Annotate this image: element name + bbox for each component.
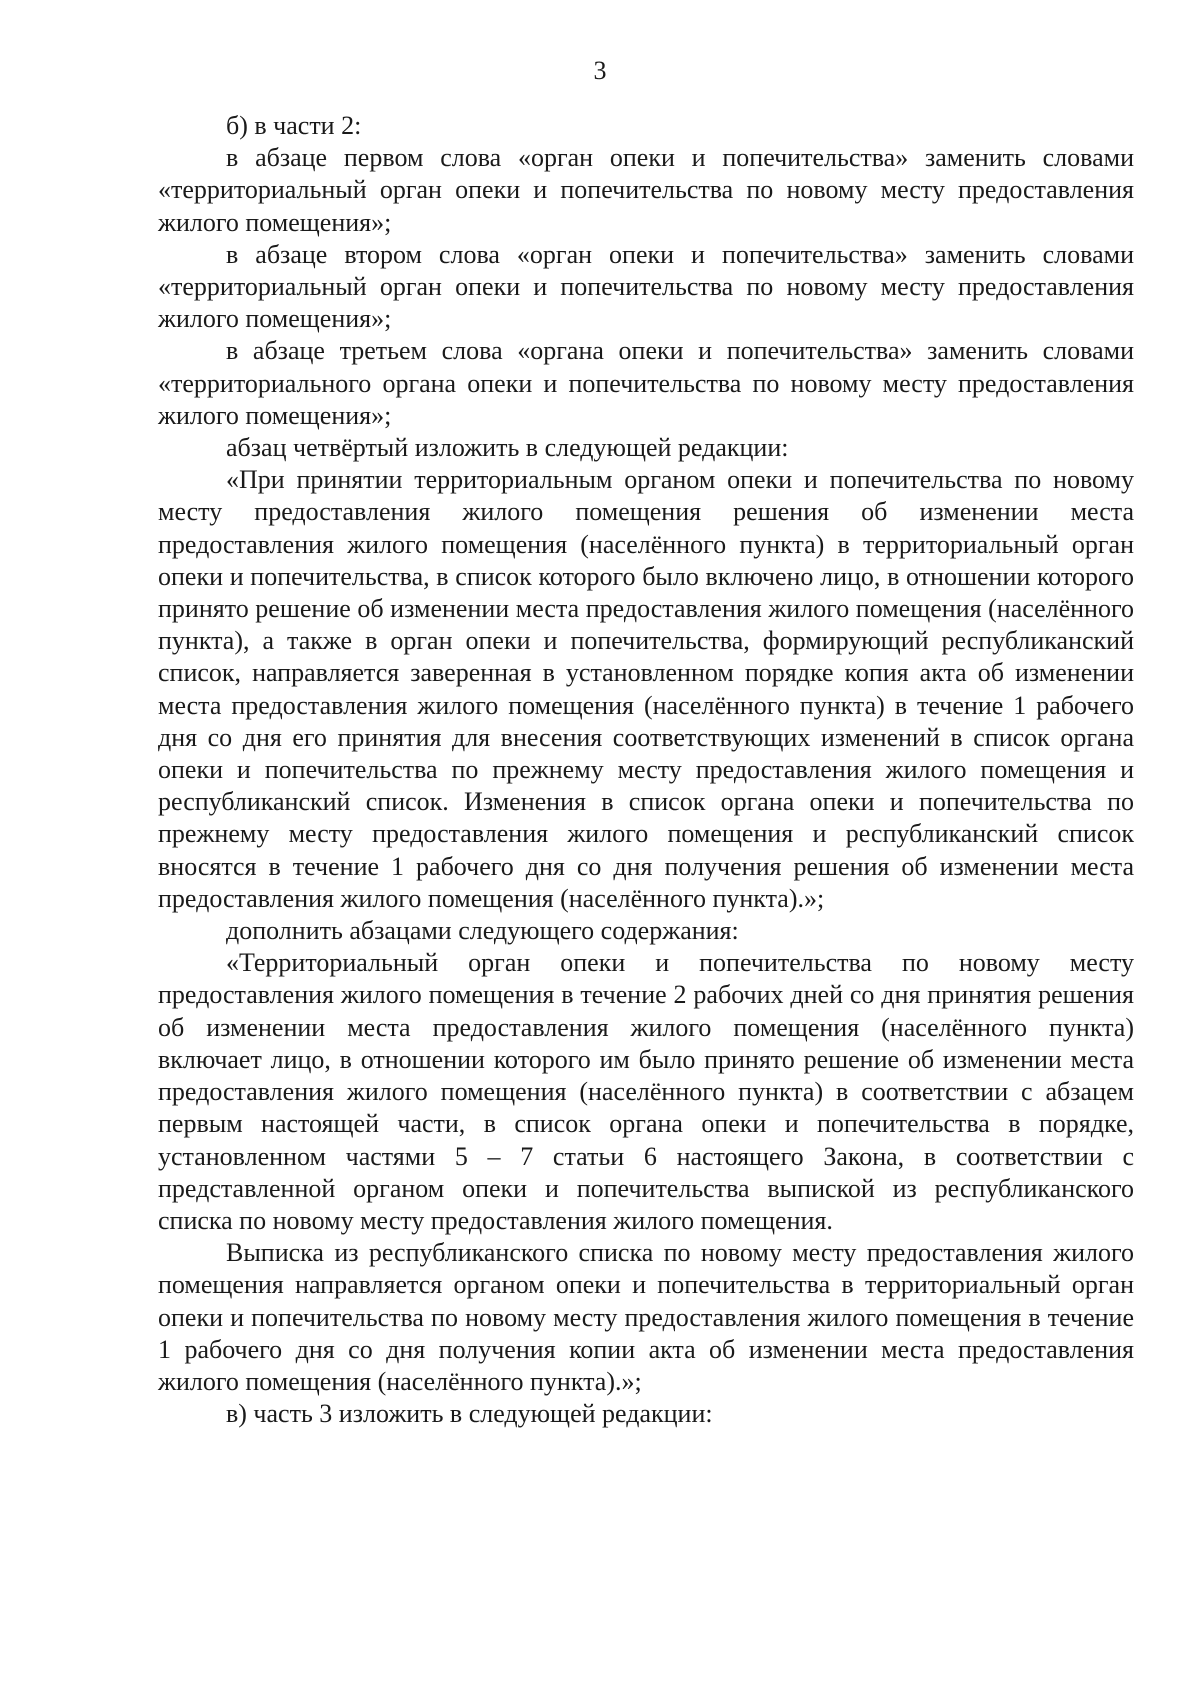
- amendment-paragraph-fourth-text: «При принятии территориальным органом опеки и попечительства по новому месту предоставления жилого помещения решения об изменении места предоставления жилого помещения (населённого пункта) в территориальный орган опеки и попечительства, в список которого было включено лицо, в отношении которого принято решение об изменении места предоставления жилого помещения (населённого пункта), а также в орган опеки и попечительства, формирующий республиканский список, направляется заверенная в установленном порядке копия акта об изменении места предоставления жилого помещения (населённого пункта) в течение 1 рабочего дня со дня его принятия для внесения соответствующих изменений в список органа опеки и попечительства по прежнему месту предоставления жилого помещения и республиканский список. Изменения в список органа опеки и попечительства по прежнему месту предоставления жилого помещения и республиканский список вносятся в течение 1 рабочего дня со дня получения решения об изменении места предоставления жилого помещения (населённого пункта).»;: [158, 465, 1134, 913]
- document-body: [158, 110, 1134, 1430]
- supplement-intro: дополнить абзацами следующего содержания:: [226, 916, 739, 946]
- supplement-paragraph-1: «Территориальный орган опеки и попечительства по новому месту предоставления жилого помещения в течение 2 рабочих дней со дня принятия решения об изменении места предоставления жилого помещения (населённого пункта) включает лицо, в отношении которого им было принято решение об изменении места предоставления жилого помещения (населённого пункта) в соответствии с абзацем первым настоящей части, в список органа опеки и попечительства в порядке, установленном частями 5 – 7 статьи 6 настоящего Закона, в соответствии с представленной органом опеки и попечительства выпиской из республиканского списка по новому месту предоставления жилого помещения.: [158, 948, 1134, 1235]
- amendment-paragraph-first: в абзаце первом слова «орган опеки и попечительства» заменить словами «территориальный орган опеки и попечительства по новому месту предоставления жилого помещения»;: [158, 143, 1134, 237]
- amendment-paragraph-third: в абзаце третьем слова «органа опеки и попечительства» заменить словами «территориального органа опеки и попечительства по новому месту предоставления жилого помещения»;: [158, 336, 1134, 430]
- amendment-paragraph-second: в абзаце втором слова «орган опеки и попечительства» заменить словами «территориальный орган опеки и попечительства по новому месту предоставления жилого помещения»;: [158, 239, 1134, 334]
- amendment-paragraph-fourth-intro: абзац четвёртый изложить в следующей редакции:: [226, 433, 789, 463]
- subsection-b-heading: б) в части 2:: [226, 111, 362, 140]
- subsection-c-heading: в) часть 3 изложить в следующей редакции:: [226, 1399, 713, 1429]
- page-number: 3: [593, 56, 607, 85]
- supplement-paragraph-2: Выписка из республиканского списка по новому месту предоставления жилого помещения направляется органом опеки и попечительства в территориальный орган опеки и попечительства по новому месту предоставления жилого помещения в течение 1 рабочего дня со дня получения копии акта об изменении места предоставления жилого помещения (населённого пункта).»;: [158, 1238, 1134, 1396]
